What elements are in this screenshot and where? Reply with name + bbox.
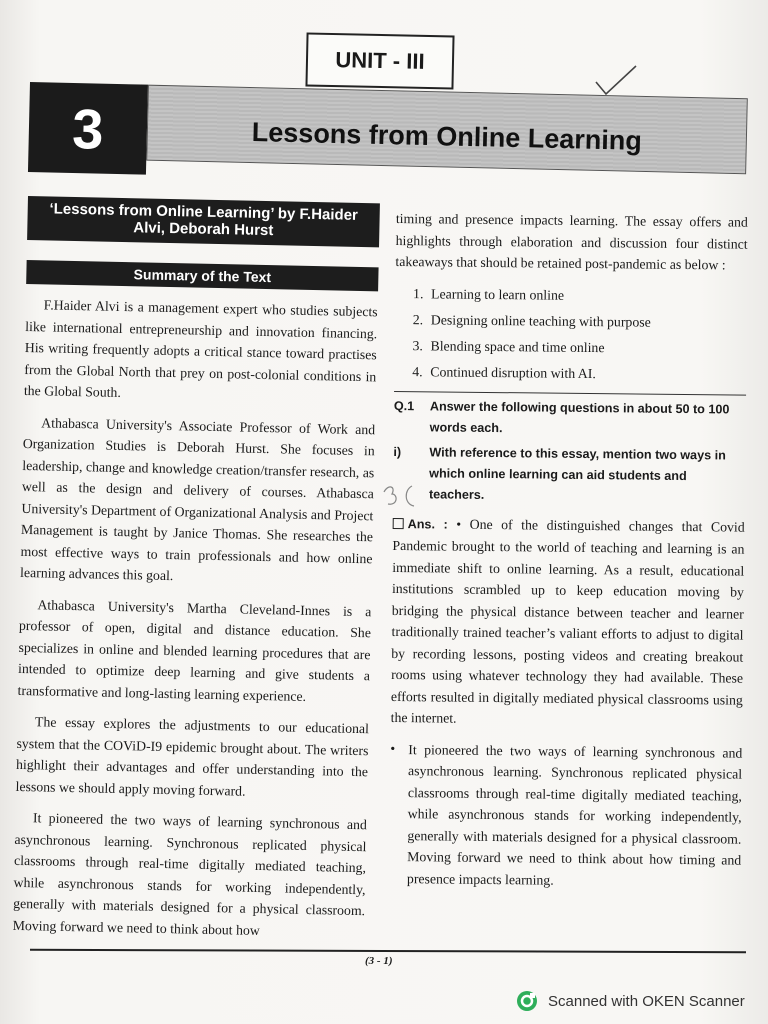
answer-box-icon (393, 517, 404, 528)
scanner-logo-icon (516, 990, 538, 1012)
footer-divider (30, 949, 746, 953)
question-heading: Q.1 Answer the following questions in about 50 to 100 words each. (393, 398, 730, 435)
answer-block: Ans. : • One of the distinguished changes that Covid Pandemic brought to the world of teaching and learning is an immediate shift to online learning. As a result, educational institutions scrambled up to keep education moving by bridging the physical distance between teacher and learner traditionally trained teacher’s valiant efforts to adjust to digital by recording lessons, posting videos and creating breakout rooms using whatever technology they had available. These efforts resulted in digitally mediated physical classrooms using the internet. (390, 516, 745, 726)
chapter-number: 3 (28, 82, 148, 175)
answer-label: Ans. : (407, 516, 448, 532)
handwritten-tick-icon (594, 64, 638, 98)
bullet-item (389, 738, 743, 892)
author-header: ‘Lessons from Online Learning’ by F.Haider Alvi, Deborah Hurst (27, 196, 380, 247)
takeaways-list (412, 281, 747, 388)
summary-paragraph: Athabasca University's Associate Professor of Work and Organization Studies is Deborah Hurst. She focuses in leadership, change and knowledge creation/transfer research, as well as the design and delivery of courses. Athabasca University's Department of Organizational Analysis and Project Management is taught by Janice Thomas. She researches the most effective ways to train professionals and how online learning advances this goal. (19, 414, 376, 584)
answer-text: One of the distinguished changes that Covid Pandemic brought to the world of teaching and learning is an immediate shift to online learning. As a result, educational institutions scrambled up to keep education moving by bridging the physical distance between teacher and learner traditionally trained teacher’s valiant efforts to adjust to digital by recording lessons, posting videos and creating breakout rooms using whatever technology they had available. These efforts resulted in digitally mediated physical classrooms using the internet. (390, 516, 745, 726)
list-item: 3. Blending space and time online (412, 337, 605, 355)
summary-header: Summary of the Text (26, 260, 378, 291)
chapter-banner (28, 82, 748, 208)
unit-label: UNIT - III (305, 32, 454, 89)
list-item: 4. Continued disruption with AI. (412, 363, 596, 381)
scanner-text: Scanned with OKEN Scanner (548, 992, 745, 1010)
page-number: (3 - 1) (365, 955, 393, 967)
list-item: 2. Designing online teaching with purpose (412, 311, 651, 330)
summary-paragraph: Athabasca University's Martha Cleveland-Innes is a professor of open, digital and distance education. She specializes in online and blended learning procedures that are intended to optimize deep learning and give students a transformative and long-lasting learning experience. (17, 596, 372, 704)
left-column (13, 196, 380, 943)
question-item: i) With reference to this essay, mention two ways in which online learning can aid students and teachers. (393, 444, 726, 502)
list-item: 1. Learning to learn online (413, 285, 565, 303)
right-column (389, 208, 748, 893)
summary-paragraph: It pioneered the two ways of learning synchronous and asynchronous learning. Synchronous replicated physical classrooms through real-time digitally mediated teaching, while asynchronous stands for working independently, generally with materials designed for a physical classroom. Moving forward we need to think about how (12, 810, 368, 938)
summary-paragraph: F.Haider Alvi is a management expert who studies subjects like international entrepreneurship and innovation financing. His writing frequently adopts a critical stance toward practises from the Global North that prey on post-colonial conditions in the Global South. (23, 297, 378, 400)
intro-paragraph: timing and presence impacts learning. The essay offers and highlights through elaboration and discussion four distinct takeaways that should be retained post-pandemic as below : (395, 210, 748, 273)
scanner-watermark (516, 990, 745, 1012)
bullet-icon: • (390, 741, 396, 757)
bullet-text: It pioneered the two ways of learning synchronous and asynchronous learning. Synchronous replicated physical classrooms through real-time digitally mediated teaching, while asynchronous stands for working independently, generally with materials designed for a physical classroom. Moving forward we need to think about how timing and presence impacts learning. (406, 741, 743, 888)
chapter-title: Lessons from Online Learning (146, 85, 748, 175)
divider (394, 390, 746, 395)
summary-paragraph: The essay explores the adjustments to our educational system that the COViD-I9 epidemic brought about. The writers highlight their advantages and offer understanding into the lessons we should apply moving forward. (15, 714, 370, 799)
